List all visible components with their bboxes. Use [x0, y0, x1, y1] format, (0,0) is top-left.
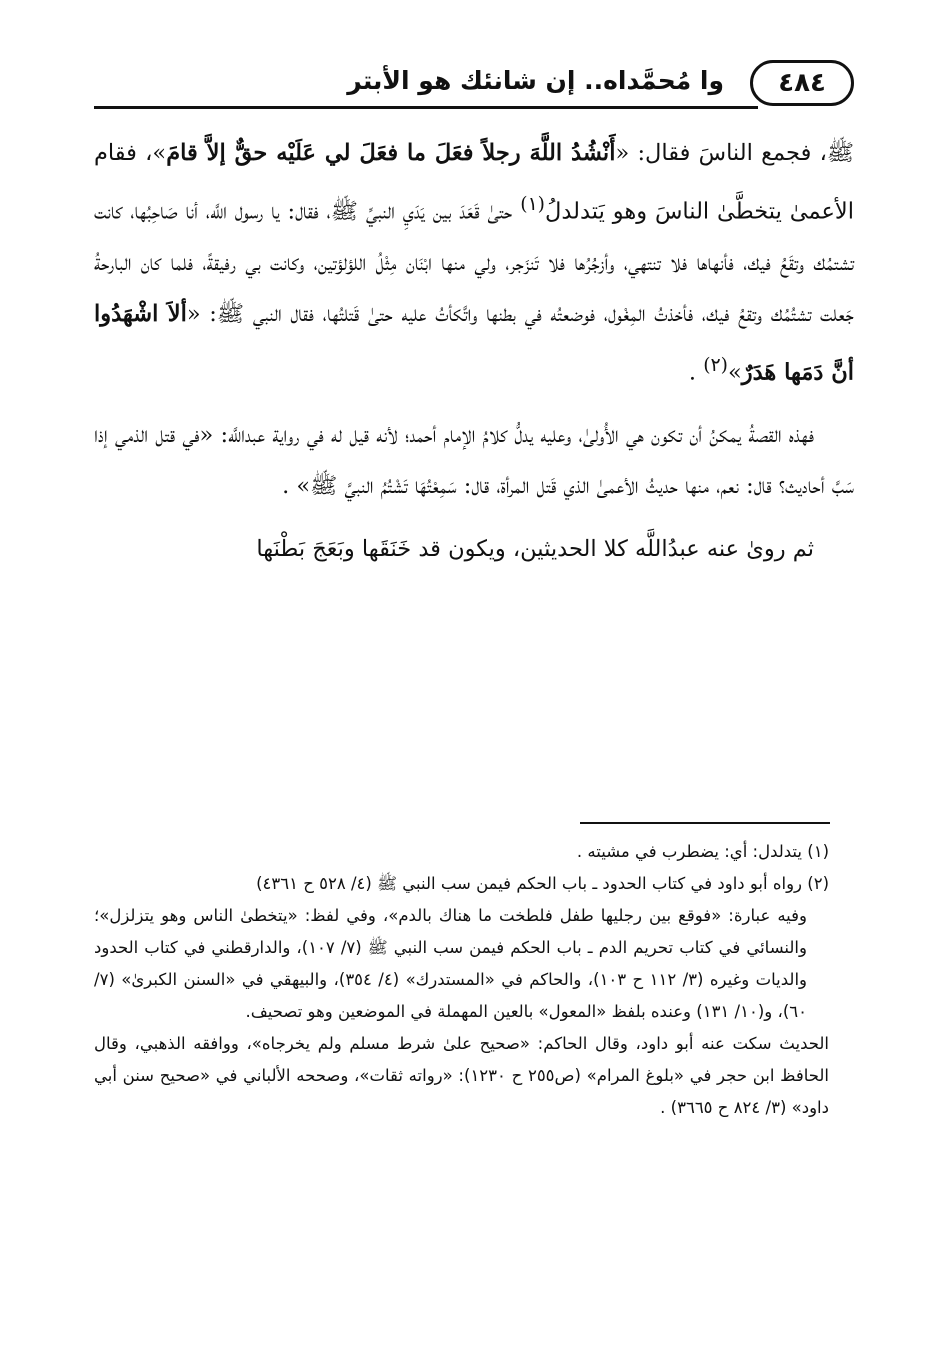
header-rule	[94, 106, 758, 109]
p1-part-b: »، فقام الأعمىٰ يتخطَّىٰ الناسَ وهو يَتدلدلُ	[94, 140, 854, 225]
prophet-quote-2: ألاَ اشْهَدُوا أنَّ دَمَها هَدَرٌ	[94, 300, 854, 385]
footnote-ref-2[interactable]: (٢)	[703, 354, 728, 376]
page-number: ٤٨٤	[750, 60, 854, 106]
footnote-1: (١) يتدلدل: أي: يضطرب في مشيته .	[576, 842, 829, 861]
footnote-2-details: وفيه عبارة: «فوقع بين رجليها طفل فلطخت ما هناك بالدم»، وفي لفظ: «يتخطىٰ الناس وهو يتزلزل»؛ والنسائي في كتاب تحريم الدم ـ باب الحكم فيمن سب النبي ﷺ (٧/ ١٠٧)، والدارقطني في كتاب الحدود والديات وغيره (٣/ ١١٢ ح ١٠٣)، والحاكم في «المستدرك» (٤/ ٣٥٤)، والبيهقي في «السنن الكبرىٰ» (٧/ ٦٠)، و(١٠/ ١٣١) وعنده بلفظ «المعول» بالعين المهملة في الموضعين وهو تصحيف.	[94, 906, 808, 1021]
footnote-ref-1[interactable]: (١)	[520, 194, 545, 215]
p1-part-e: .	[688, 359, 704, 385]
paragraph-3: ثم روىٰ عنه عبدُاللَّه كلا الحديثين، ويكون قد خَنَقَها وبَعَجَ بَطْنَها	[256, 536, 814, 562]
p1-part-d: »	[727, 359, 742, 385]
main-text	[94, 128, 854, 587]
footnote-2-grading: الحديث سكت عنه أبو داود، وقال الحاكم: «صحيح علىٰ شرط مسلم ولم يخرجاه»، ووافقه الذهبي، وقال الحافظ ابن حجر في «بلوغ المرام» (ص٢٥٥ ح ١٢٣٠): «رواته ثقات»، وصححه الألباني في «صحيح سنن أبي داود» (٣/ ٨٢٤ ح ٣٦٦٥) .	[94, 1034, 830, 1117]
footnotes	[94, 836, 829, 1124]
running-head	[94, 58, 854, 118]
paragraph-2: فهذه القصةُ يمكنُ أن تكون هي الأُولىٰ، وعليه يدلُّ كلامُ الإمام أحمد؛ لأنه قيل له في رواية عبداللَّه: «في قتل الذمي إذا سَبَّ أحاديث؟ قال: نعم، منها حديثُ الأعمىٰ الذي قَتل المرأة، قال: سَمِعْتُهَا تَشْتُمُ النبيَّ ﷺ» .	[94, 422, 854, 499]
p1-part-a: ﷺ، فجمع الناسَ فقال: «	[615, 140, 855, 166]
p1-part-c: حتىٰ قَعَدَ بين يَدَيِ النبيِّ ﷺ، فقال: يا رسول اللَّه، أنا صَاحِبُها، كانت تشتمُك وتقَعُ فيك، فأنهاها فلا تنتهي، وأزجُرُها فلا تَنزَجر، ولي منها ابْنَان مِثْلُ اللؤلؤتين، وكانت بي رفيقةً، فلما كان البارحةُ جَعلت تشتُمُك وتقعُ فيك، فأخذتُ المِغْول، فوضعتُه في بطنها واتَّكأتُ عليه حتىٰ قَتلتُها، فقال النبي ﷺ: «	[94, 198, 854, 327]
footnote-separator	[580, 822, 830, 824]
footnote-2-source: (٢) رواه أبو داود في كتاب الحدود ـ باب الحكم فيمن سب النبي ﷺ (٤/ ٥٢٨ ح ٤٣٦١)	[256, 874, 829, 893]
paragraph-1	[94, 128, 854, 398]
running-title: وا مُحمَّداه.. إن شانئك هو الأبتر	[347, 66, 724, 95]
prophet-quote-1: أَنْشُدُ اللَّهَ رجلاً فعَلَ ما فعَلَ لي عَلَيْه حقٌّ إلاَّ قامَ	[166, 140, 616, 166]
